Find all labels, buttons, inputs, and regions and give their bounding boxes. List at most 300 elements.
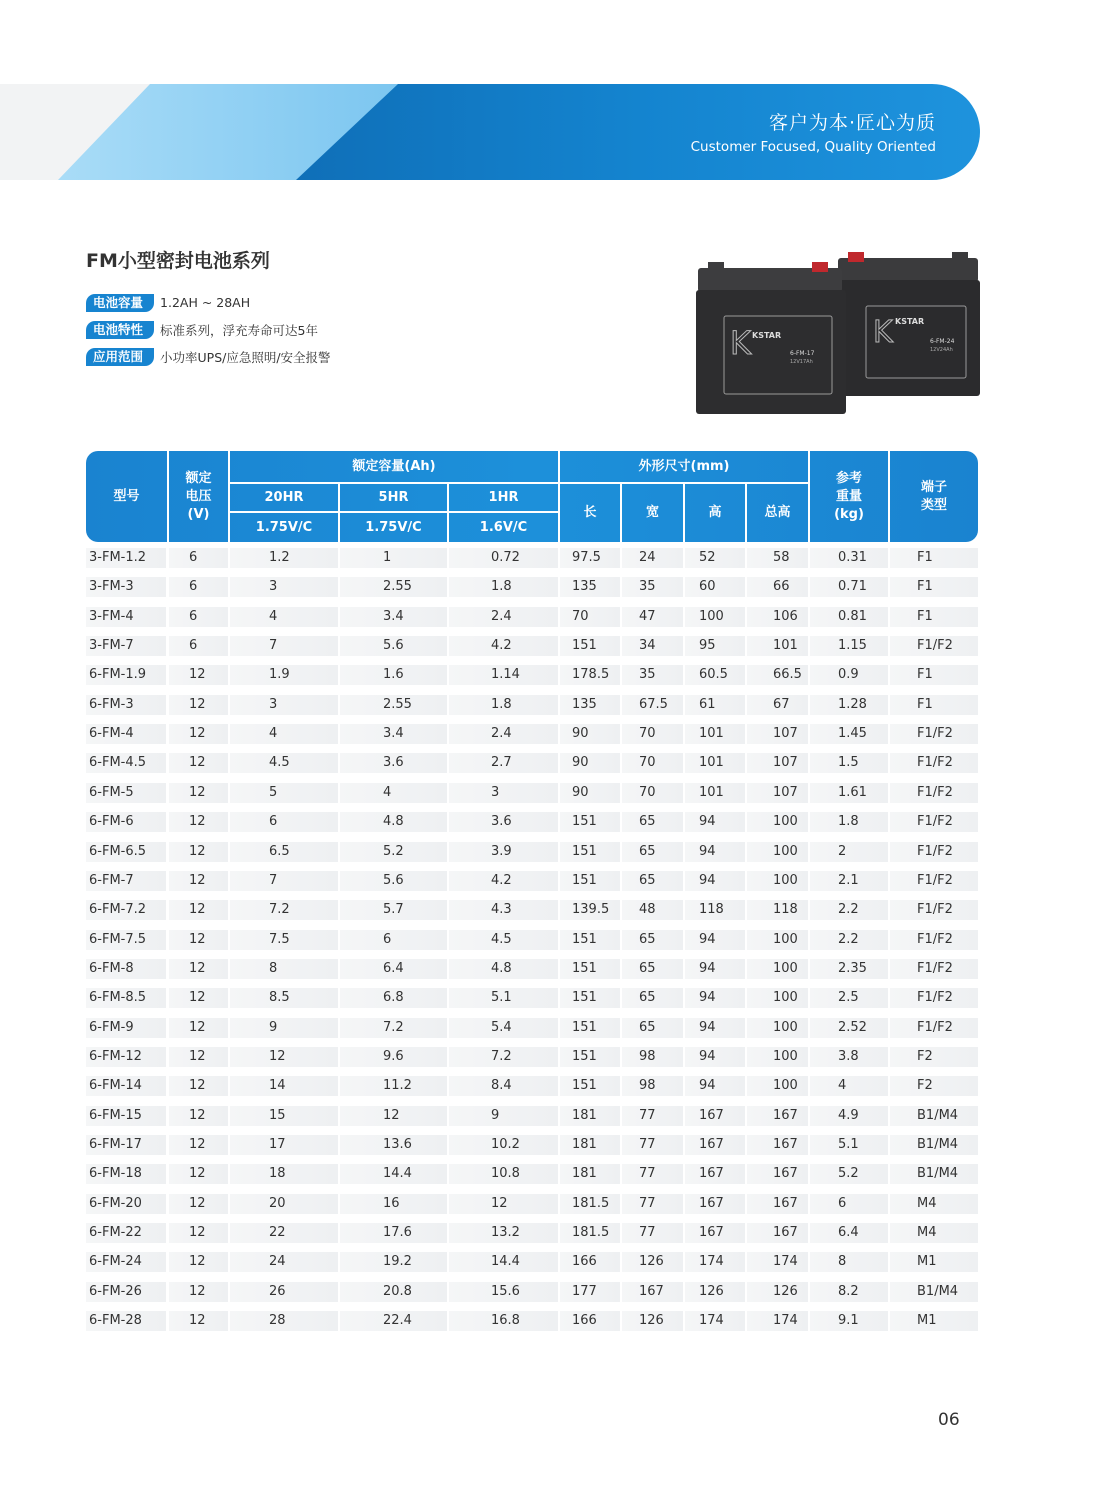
cell-cap-5hr: 20.8	[340, 1282, 447, 1302]
cell-voltage: 6	[169, 636, 228, 656]
th-dimension-group: 外形尺寸(mm)	[638, 458, 730, 474]
cell-terminal: F1/F2	[890, 930, 978, 950]
table-row	[86, 900, 978, 926]
cell-cap-20hr: 20	[230, 1194, 338, 1214]
cell-height: 101	[685, 783, 745, 803]
cell-height: 167	[685, 1164, 745, 1184]
cell-voltage: 12	[169, 988, 228, 1008]
cell-cap-1hr: 8.4	[449, 1076, 558, 1096]
cell-model: 6-FM-8	[86, 959, 166, 979]
cell-height: 94	[685, 988, 745, 1008]
cell-cap-5hr: 1.6	[340, 665, 447, 685]
cell-cap-5hr: 12	[340, 1106, 447, 1126]
cell-terminal: F1/F2	[890, 753, 978, 773]
cell-cap-5hr: 19.2	[340, 1252, 447, 1272]
cell-cap-5hr: 4.8	[340, 812, 447, 832]
cell-height: 101	[685, 724, 745, 744]
cell-model: 6-FM-28	[86, 1311, 166, 1331]
cell-cap-1hr: 7.2	[449, 1047, 558, 1067]
th-5hr: 5HR	[378, 489, 409, 505]
cell-cap-20hr: 8	[230, 959, 338, 979]
cell-length: 166	[560, 1252, 620, 1272]
cell-height: 94	[685, 1076, 745, 1096]
cell-model: 3-FM-7	[86, 636, 166, 656]
cell-cap-5hr: 14.4	[340, 1164, 447, 1184]
cell-cap-20hr: 3	[230, 695, 338, 715]
cell-terminal: B1/M4	[890, 1282, 978, 1302]
cell-model: 6-FM-12	[86, 1047, 166, 1067]
th-weight: 参考 重量 (kg)	[834, 470, 864, 522]
cell-length: 178.5	[560, 665, 620, 685]
cell-width: 65	[622, 842, 683, 862]
cell-height: 174	[685, 1252, 745, 1272]
cell-terminal: M1	[890, 1252, 978, 1272]
section-title: FM小型密封电池系列	[86, 250, 270, 272]
battery-left-spec: 12V17Ah	[790, 359, 813, 365]
svg-text:K: K	[730, 324, 751, 362]
cell-total-height: 167	[747, 1164, 808, 1184]
cell-voltage: 12	[169, 724, 228, 744]
table-row	[86, 1106, 978, 1132]
cell-voltage: 12	[169, 871, 228, 891]
cell-width: 24	[622, 548, 683, 568]
battery-left-model: 6-FM-17	[790, 350, 815, 357]
cell-width: 77	[622, 1223, 683, 1243]
cell-weight: 2.5	[810, 988, 888, 1008]
cell-cap-20hr: 6	[230, 812, 338, 832]
table-row	[86, 1164, 978, 1190]
th-total-height: 总高	[764, 505, 791, 520]
cell-cap-20hr: 4	[230, 607, 338, 627]
cell-total-height: 174	[747, 1311, 808, 1331]
cell-weight: 1.5	[810, 753, 888, 773]
cell-width: 48	[622, 900, 683, 920]
cell-voltage: 12	[169, 665, 228, 685]
cell-length: 181.5	[560, 1223, 620, 1243]
cell-model: 6-FM-20	[86, 1194, 166, 1214]
th-width: 宽	[645, 505, 659, 520]
cell-cap-20hr: 4.5	[230, 753, 338, 773]
cell-terminal: M4	[890, 1223, 978, 1243]
cell-length: 151	[560, 1047, 620, 1067]
cell-voltage: 12	[169, 753, 228, 773]
cell-cap-5hr: 3.4	[340, 607, 447, 627]
cell-length: 151	[560, 636, 620, 656]
cell-width: 35	[622, 665, 683, 685]
cell-total-height: 101	[747, 636, 808, 656]
table-row	[86, 871, 978, 897]
cell-height: 94	[685, 842, 745, 862]
cell-cap-20hr: 1.9	[230, 665, 338, 685]
cell-cap-20hr: 18	[230, 1164, 338, 1184]
cell-length: 151	[560, 1018, 620, 1038]
cell-height: 126	[685, 1282, 745, 1302]
cell-length: 135	[560, 695, 620, 715]
cell-cap-1hr: 13.2	[449, 1223, 558, 1243]
table-row	[86, 1135, 978, 1161]
cell-cap-20hr: 4	[230, 724, 338, 744]
cell-weight: 4.9	[810, 1106, 888, 1126]
cell-width: 77	[622, 1194, 683, 1214]
battery-product-image	[690, 250, 990, 420]
info-tag: 电池容量	[86, 294, 154, 312]
cell-terminal: F2	[890, 1047, 978, 1067]
cell-height: 61	[685, 695, 745, 715]
cell-terminal: F1/F2	[890, 783, 978, 803]
cell-total-height: 66.5	[747, 665, 808, 685]
cell-total-height: 167	[747, 1223, 808, 1243]
cell-total-height: 100	[747, 988, 808, 1008]
cell-cap-1hr: 5.1	[449, 988, 558, 1008]
cell-model: 3-FM-1.2	[86, 548, 166, 568]
cell-length: 181.5	[560, 1194, 620, 1214]
th-terminal: 端子 类型	[920, 479, 947, 513]
cell-weight: 1.8	[810, 812, 888, 832]
cell-cap-1hr: 2.4	[449, 724, 558, 744]
cell-cap-5hr: 7.2	[340, 1018, 447, 1038]
cell-weight: 8.2	[810, 1282, 888, 1302]
cell-total-height: 100	[747, 959, 808, 979]
info-capacity	[86, 292, 250, 310]
cell-weight: 0.9	[810, 665, 888, 685]
info-tag: 电池特性	[86, 321, 154, 339]
cell-model: 6-FM-4.5	[86, 753, 166, 773]
banner-title: 客户为本·匠心为质	[768, 112, 936, 134]
cell-terminal: F1	[890, 665, 978, 685]
cell-weight: 2.2	[810, 900, 888, 920]
cell-cap-20hr: 1.2	[230, 548, 338, 568]
cell-total-height: 100	[747, 812, 808, 832]
cell-terminal: F1/F2	[890, 724, 978, 744]
table-row	[86, 1282, 978, 1308]
battery-right-spec: 12V24Ah	[930, 347, 953, 353]
cell-total-height: 67	[747, 695, 808, 715]
cell-weight: 1.45	[810, 724, 888, 744]
cell-cap-5hr: 2.55	[340, 577, 447, 597]
battery-right-model: 6-FM-24	[930, 338, 955, 345]
cell-cap-1hr: 4.2	[449, 636, 558, 656]
th-20hr-cutoff: 1.75V/C	[255, 519, 313, 535]
cell-cap-5hr: 16	[340, 1194, 447, 1214]
cell-terminal: F1/F2	[890, 1018, 978, 1038]
cell-cap-1hr: 15.6	[449, 1282, 558, 1302]
table-row	[86, 812, 978, 838]
cell-cap-20hr: 7	[230, 636, 338, 656]
cell-cap-20hr: 5	[230, 783, 338, 803]
table-row	[86, 1252, 978, 1278]
cell-voltage: 12	[169, 900, 228, 920]
cell-model: 6-FM-8.5	[86, 988, 166, 1008]
cell-weight: 5.2	[810, 1164, 888, 1184]
cell-cap-1hr: 4.5	[449, 930, 558, 950]
cell-voltage: 6	[169, 577, 228, 597]
cell-voltage: 12	[169, 783, 228, 803]
cell-width: 98	[622, 1076, 683, 1096]
cell-height: 95	[685, 636, 745, 656]
cell-width: 34	[622, 636, 683, 656]
cell-model: 6-FM-22	[86, 1223, 166, 1243]
table-row	[86, 959, 978, 985]
cell-total-height: 106	[747, 607, 808, 627]
cell-height: 94	[685, 1018, 745, 1038]
cell-cap-1hr: 1.8	[449, 695, 558, 715]
cell-voltage: 12	[169, 695, 228, 715]
cell-cap-20hr: 7.2	[230, 900, 338, 920]
cell-weight: 0.71	[810, 577, 888, 597]
cell-width: 70	[622, 753, 683, 773]
th-length: 长	[583, 505, 597, 520]
cell-total-height: 107	[747, 724, 808, 744]
cell-cap-5hr: 6	[340, 930, 447, 950]
th-1hr: 1HR	[488, 489, 519, 505]
cell-total-height: 107	[747, 753, 808, 773]
cell-voltage: 12	[169, 1076, 228, 1096]
cell-length: 151	[560, 871, 620, 891]
cell-width: 35	[622, 577, 683, 597]
th-20hr: 20HR	[264, 489, 304, 505]
table-row	[86, 1223, 978, 1249]
cell-cap-5hr: 4	[340, 783, 447, 803]
cell-cap-20hr: 17	[230, 1135, 338, 1155]
cell-weight: 3.8	[810, 1047, 888, 1067]
cell-total-height: 107	[747, 783, 808, 803]
battery-left-brand: KSTAR	[752, 331, 782, 340]
cell-cap-20hr: 14	[230, 1076, 338, 1096]
cell-cap-5hr: 5.2	[340, 842, 447, 862]
th-voltage: 额定 电压 (V)	[185, 470, 212, 522]
cell-length: 151	[560, 812, 620, 832]
cell-length: 151	[560, 988, 620, 1008]
cell-model: 3-FM-3	[86, 577, 166, 597]
cell-weight: 2	[810, 842, 888, 862]
cell-cap-20hr: 12	[230, 1047, 338, 1067]
cell-weight: 2.52	[810, 1018, 888, 1038]
table-row	[86, 1311, 978, 1337]
cell-length: 181	[560, 1135, 620, 1155]
cell-length: 181	[560, 1164, 620, 1184]
cell-model: 6-FM-4	[86, 724, 166, 744]
cell-voltage: 12	[169, 812, 228, 832]
cell-terminal: F1/F2	[890, 842, 978, 862]
cell-cap-5hr: 3.4	[340, 724, 447, 744]
cell-width: 77	[622, 1106, 683, 1126]
table-row	[86, 724, 978, 750]
cell-width: 98	[622, 1047, 683, 1067]
cell-voltage: 12	[169, 1018, 228, 1038]
cell-total-height: 126	[747, 1282, 808, 1302]
cell-width: 126	[622, 1252, 683, 1272]
cell-cap-5hr: 11.2	[340, 1076, 447, 1096]
cell-terminal: F1	[890, 548, 978, 568]
cell-voltage: 12	[169, 1194, 228, 1214]
table-row	[86, 636, 978, 662]
cell-weight: 1.15	[810, 636, 888, 656]
cell-total-height: 100	[747, 871, 808, 891]
cell-weight: 6.4	[810, 1223, 888, 1243]
cell-height: 167	[685, 1223, 745, 1243]
info-features	[86, 319, 318, 337]
cell-model: 6-FM-14	[86, 1076, 166, 1096]
cell-length: 166	[560, 1311, 620, 1331]
cell-length: 97.5	[560, 548, 620, 568]
cell-model: 6-FM-7	[86, 871, 166, 891]
cell-model: 6-FM-17	[86, 1135, 166, 1155]
cell-height: 167	[685, 1194, 745, 1214]
table-row	[86, 695, 978, 721]
cell-total-height: 100	[747, 930, 808, 950]
table-row	[86, 1194, 978, 1220]
cell-weight: 1.61	[810, 783, 888, 803]
cell-length: 139.5	[560, 900, 620, 920]
cell-length: 90	[560, 724, 620, 744]
cell-total-height: 167	[747, 1135, 808, 1155]
cell-voltage: 12	[169, 842, 228, 862]
cell-cap-5hr: 5.7	[340, 900, 447, 920]
cell-cap-5hr: 2.55	[340, 695, 447, 715]
cell-length: 151	[560, 842, 620, 862]
cell-model: 6-FM-9	[86, 1018, 166, 1038]
cell-model: 6-FM-18	[86, 1164, 166, 1184]
th-1hr-cutoff: 1.6V/C	[479, 519, 528, 535]
cell-height: 101	[685, 753, 745, 773]
cell-total-height: 100	[747, 1047, 808, 1067]
cell-width: 65	[622, 812, 683, 832]
cell-voltage: 12	[169, 1311, 228, 1331]
cell-weight: 2.1	[810, 871, 888, 891]
cell-voltage: 6	[169, 548, 228, 568]
cell-cap-20hr: 7	[230, 871, 338, 891]
cell-model: 6-FM-6	[86, 812, 166, 832]
cell-cap-1hr: 9	[449, 1106, 558, 1126]
cell-cap-1hr: 0.72	[449, 548, 558, 568]
svg-text:K: K	[873, 315, 893, 350]
table-row	[86, 988, 978, 1014]
cell-cap-20hr: 7.5	[230, 930, 338, 950]
cell-length: 90	[560, 753, 620, 773]
cell-total-height: 167	[747, 1194, 808, 1214]
cell-voltage: 12	[169, 1282, 228, 1302]
cell-cap-20hr: 28	[230, 1311, 338, 1331]
page-number: 06	[938, 1410, 960, 1430]
table-row	[86, 607, 978, 633]
cell-weight: 9.1	[810, 1311, 888, 1331]
cell-terminal: F1	[890, 607, 978, 627]
cell-cap-5hr: 3.6	[340, 753, 447, 773]
cell-model: 6-FM-1.9	[86, 665, 166, 685]
cell-cap-1hr: 10.2	[449, 1135, 558, 1155]
header-banner	[0, 84, 980, 180]
cell-total-height: 100	[747, 1076, 808, 1096]
cell-height: 167	[685, 1135, 745, 1155]
info-tag: 应用范围	[86, 348, 154, 366]
cell-height: 167	[685, 1106, 745, 1126]
cell-weight: 6	[810, 1194, 888, 1214]
spec-table-header	[86, 451, 978, 542]
cell-voltage: 6	[169, 607, 228, 627]
cell-width: 167	[622, 1282, 683, 1302]
cell-height: 100	[685, 607, 745, 627]
cell-cap-1hr: 3	[449, 783, 558, 803]
cell-cap-20hr: 8.5	[230, 988, 338, 1008]
cell-model: 6-FM-24	[86, 1252, 166, 1272]
cell-width: 65	[622, 988, 683, 1008]
table-row	[86, 753, 978, 779]
cell-total-height: 118	[747, 900, 808, 920]
cell-cap-5hr: 5.6	[340, 636, 447, 656]
cell-total-height: 66	[747, 577, 808, 597]
cell-width: 70	[622, 724, 683, 744]
cell-terminal: B1/M4	[890, 1135, 978, 1155]
cell-height: 60	[685, 577, 745, 597]
info-value: 小功率UPS/应急照明/安全报警	[160, 349, 331, 365]
cell-cap-20hr: 26	[230, 1282, 338, 1302]
cell-cap-5hr: 6.4	[340, 959, 447, 979]
cell-model: 6-FM-15	[86, 1106, 166, 1126]
cell-cap-1hr: 1.14	[449, 665, 558, 685]
cell-voltage: 12	[169, 959, 228, 979]
cell-length: 181	[560, 1106, 620, 1126]
cell-cap-20hr: 6.5	[230, 842, 338, 862]
cell-model: 6-FM-6.5	[86, 842, 166, 862]
cell-width: 65	[622, 959, 683, 979]
cell-cap-1hr: 3.6	[449, 812, 558, 832]
cell-height: 94	[685, 930, 745, 950]
cell-cap-5hr: 1	[340, 548, 447, 568]
cell-total-height: 167	[747, 1106, 808, 1126]
cell-terminal: F1/F2	[890, 988, 978, 1008]
cell-terminal: F2	[890, 1076, 978, 1096]
cell-total-height: 100	[747, 842, 808, 862]
cell-width: 65	[622, 930, 683, 950]
cell-height: 174	[685, 1311, 745, 1331]
cell-weight: 2.35	[810, 959, 888, 979]
cell-cap-20hr: 24	[230, 1252, 338, 1272]
th-5hr-cutoff: 1.75V/C	[365, 519, 422, 535]
cell-cap-5hr: 6.8	[340, 988, 447, 1008]
cell-terminal: B1/M4	[890, 1164, 978, 1184]
cell-cap-20hr: 3	[230, 577, 338, 597]
cell-height: 94	[685, 959, 745, 979]
cell-cap-5hr: 17.6	[340, 1223, 447, 1243]
th-capacity-group: 额定容量(Ah)	[352, 458, 436, 474]
th-model: 型号	[113, 488, 140, 504]
table-row	[86, 1076, 978, 1102]
cell-width: 70	[622, 783, 683, 803]
cell-height: 94	[685, 1047, 745, 1067]
table-row	[86, 1018, 978, 1044]
cell-width: 77	[622, 1135, 683, 1155]
cell-voltage: 12	[169, 1252, 228, 1272]
cell-voltage: 12	[169, 930, 228, 950]
cell-terminal: F1/F2	[890, 871, 978, 891]
table-row	[86, 665, 978, 691]
cell-terminal: M4	[890, 1194, 978, 1214]
cell-terminal: F1/F2	[890, 636, 978, 656]
cell-width: 126	[622, 1311, 683, 1331]
cell-length: 151	[560, 1076, 620, 1096]
info-value: 1.2AH ~ 28AH	[160, 295, 251, 310]
cell-cap-1hr: 4.2	[449, 871, 558, 891]
table-row	[86, 842, 978, 868]
cell-cap-5hr: 9.6	[340, 1047, 447, 1067]
cell-length: 70	[560, 607, 620, 627]
cell-cap-1hr: 16.8	[449, 1311, 558, 1331]
cell-length: 151	[560, 959, 620, 979]
cell-weight: 1.28	[810, 695, 888, 715]
cell-voltage: 12	[169, 1106, 228, 1126]
battery-right-brand: KSTAR	[895, 317, 925, 326]
cell-voltage: 12	[169, 1164, 228, 1184]
